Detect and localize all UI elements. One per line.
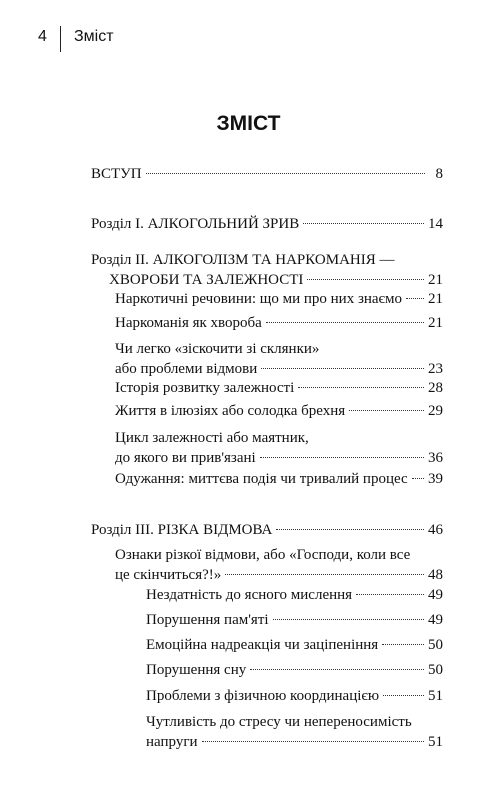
dot-leader — [202, 741, 425, 742]
toc-page-number: 36 — [428, 450, 443, 466]
toc-entry[interactable] — [146, 686, 443, 706]
dot-leader — [382, 644, 424, 645]
toc-entry-title: Розділ ІІ. АЛКОГОЛІЗМ ТА НАРКОМАНІЯ — — [91, 252, 395, 268]
toc-entry-title: Нездатність до ясного мислення — [146, 587, 353, 603]
toc-entry-title: Ознаки різкої відмови, або «Господи, коли все — [115, 547, 411, 563]
toc-entry-title: Наркоманія як хвороба — [115, 315, 262, 331]
toc-entry-title: Чутливість до стресу чи непереносимість — [146, 714, 412, 730]
toc-page-number: 21 — [428, 291, 443, 307]
toc-entry[interactable] — [115, 289, 443, 309]
toc-entry[interactable] — [91, 164, 443, 184]
dot-leader — [298, 387, 424, 388]
toc-entry[interactable] — [115, 469, 443, 489]
toc-entry-title-continued: або проблеми відмови — [115, 361, 258, 377]
toc-page-number: 46 — [428, 522, 443, 538]
dot-leader — [250, 669, 424, 670]
toc-entry[interactable] — [115, 545, 443, 585]
toc-page-number: 8 — [435, 166, 443, 182]
toc-page-number: 48 — [428, 567, 443, 583]
dot-leader — [261, 368, 424, 369]
toc-entry-title: Чи легко «зіскочити зі склянки» — [115, 341, 320, 357]
toc-entry[interactable] — [146, 610, 443, 630]
toc-entry-title: Розділ І. АЛКОГОЛЬНИЙ ЗРИВ — [91, 216, 300, 232]
toc-entry-title: Розділ ІІІ. РІЗКА ВІДМОВА — [91, 522, 273, 538]
toc-page-number: 39 — [428, 471, 443, 487]
toc-entry-title-continued: це скінчиться?!» — [115, 567, 222, 583]
dot-leader — [412, 478, 424, 479]
toc-entry-title-continued: до якого ви прив'язані — [115, 450, 256, 466]
dot-leader — [260, 457, 424, 458]
dot-leader — [225, 574, 424, 575]
toc-entry[interactable] — [91, 250, 443, 290]
toc-page-number: 14 — [428, 216, 443, 232]
toc-entry-title: Одужання: миттєва подія чи тривалий процес — [115, 471, 408, 487]
toc-entry-title: Порушення пам'яті — [146, 612, 269, 628]
dot-leader — [146, 173, 425, 174]
toc-entry[interactable] — [91, 520, 443, 540]
toc-entry[interactable] — [115, 339, 443, 379]
toc-entry-title-continued: напруги — [146, 734, 198, 750]
dot-leader — [356, 594, 424, 595]
toc-page-number: 50 — [428, 662, 443, 678]
toc-entry[interactable] — [115, 428, 443, 468]
toc-entry-title: Наркотичні речовини: що ми про них знаємо — [115, 291, 402, 307]
running-header-title: Зміст — [74, 28, 114, 45]
toc-entry-title: Життя в ілюзіях або солодка брехня — [115, 403, 346, 419]
toc-entry-title: Проблеми з фізичною координацією — [146, 688, 380, 704]
toc-page-number: 50 — [428, 637, 443, 653]
dot-leader — [383, 695, 424, 696]
toc-entry[interactable] — [91, 214, 443, 234]
dot-leader — [273, 619, 424, 620]
toc-entry[interactable] — [146, 635, 443, 655]
toc-entry-title: Цикл залежності або маятник, — [115, 430, 309, 446]
toc-page-number: 21 — [428, 272, 443, 288]
toc-entry[interactable] — [115, 401, 443, 421]
toc-page-number: 29 — [428, 403, 443, 419]
toc-entry[interactable] — [146, 585, 443, 605]
page-number: 4 — [38, 28, 47, 45]
toc-entry[interactable] — [115, 313, 443, 333]
toc-page-number: 49 — [428, 612, 443, 628]
dot-leader — [303, 223, 424, 224]
dot-leader — [349, 410, 424, 411]
toc-entry-title: Історія розвитку залежності — [115, 380, 295, 396]
toc-page-number: 51 — [428, 734, 443, 750]
toc-entry-title-continued: ХВОРОБИ ТА ЗАЛЕЖНОСТІ — [109, 272, 304, 288]
toc-page-number: 21 — [428, 315, 443, 331]
toc-entry-title: Порушення сну — [146, 662, 247, 678]
toc-entry-title: Емоційна надреакція чи заціпеніння — [146, 637, 379, 653]
dot-leader — [406, 298, 424, 299]
toc-entry[interactable] — [146, 712, 443, 752]
toc-page-number: 23 — [428, 361, 443, 377]
page-title: ЗМІСТ — [216, 112, 281, 135]
toc-entry-title: ВСТУП — [91, 166, 142, 182]
toc-page-number: 49 — [428, 587, 443, 603]
toc-page-number: 51 — [428, 688, 443, 704]
dot-leader — [307, 279, 424, 280]
dot-leader — [266, 322, 424, 323]
toc-entry[interactable] — [146, 660, 443, 680]
toc-page-number: 28 — [428, 380, 443, 396]
dot-leader — [276, 529, 424, 530]
toc-entry[interactable] — [115, 378, 443, 398]
